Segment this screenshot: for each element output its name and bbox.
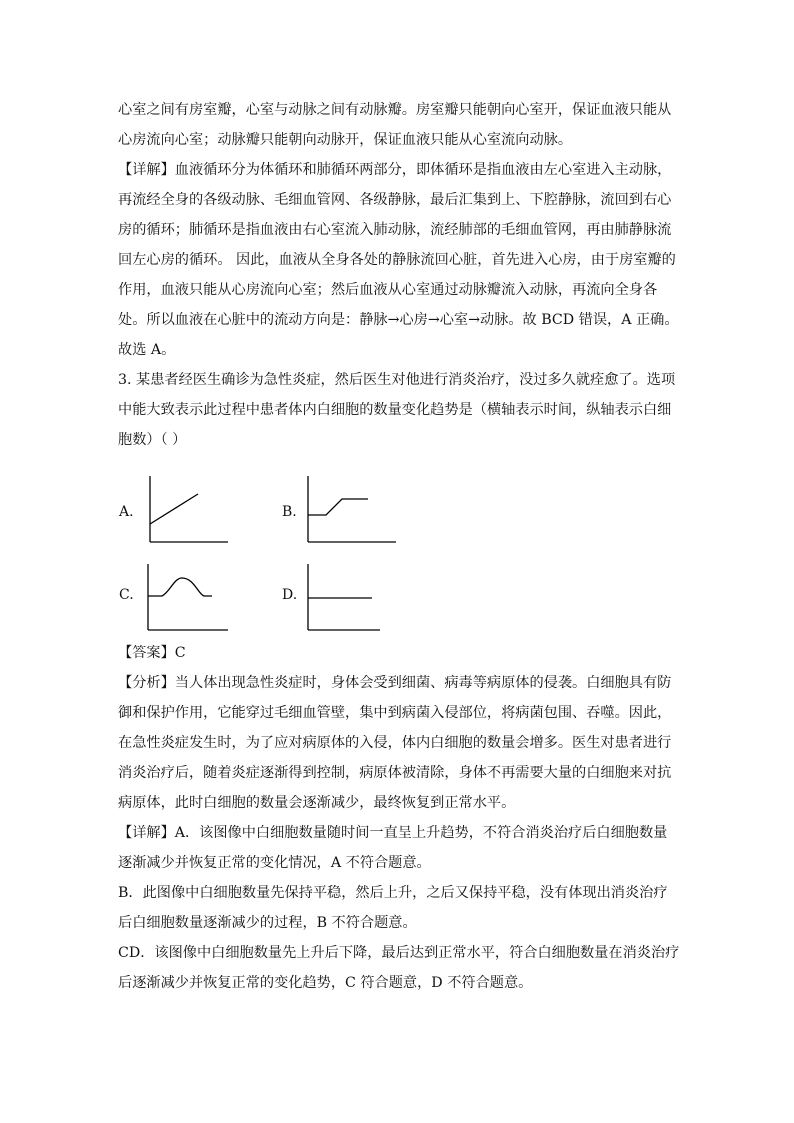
answer-line: 【答案】C (118, 645, 186, 661)
text-line: 【分析】当人体出现急性炎症时，身体会受到细菌、病毒等病原体的侵袭。白细胞具有防 (118, 675, 672, 691)
option-c-graph (138, 560, 230, 632)
text-line: 消炎治疗后，随着炎症逐渐得到控制，病原体被清除，身体不再需要大量的白细胞来对抗 (118, 765, 672, 781)
option-c-label: C. (119, 587, 134, 603)
text-line: 【详解】血液循环分为体循环和肺循环两部分，即体循环是指血液由左心室进入主动脉， (118, 162, 672, 178)
text-line: 故选 A。 (118, 342, 176, 358)
option-d-label: D. (282, 587, 298, 603)
rising-line (150, 494, 198, 524)
text-line: 【详解】A．该图像中白细胞数量随时间一直呈上升趋势，不符合消炎治疗后白细胞数量 (118, 825, 668, 841)
text-line: 御和保护作用，它能穿过毛细血管壁，集中到病菌入侵部位，将病菌包围、吞噬。因此， (118, 705, 672, 721)
option-a-label: A. (119, 504, 134, 520)
text-line: 逐渐减少并恢复正常的变化情况，A 不符合题意。 (118, 855, 431, 871)
text-line: 处。所以血液在心脏中的流动方向是：静脉→心房→心室→动脉。故 BCD 错误，A 正确。 (118, 312, 679, 328)
text-line: 心房流向心室；动脉瓣只能朝向动脉开，保证血液只能从心室流向动脉。 (118, 132, 573, 148)
text-line: B．此图像中白细胞数量先保持平稳，然后上升，之后又保持平稳，没有体现出消炎治疗 (118, 885, 668, 901)
text-line: 病原体，此时白细胞的数量会逐渐减少，最终恢复到正常水平。 (118, 795, 516, 811)
option-b-graph (298, 472, 398, 544)
text-block-upper (118, 95, 678, 455)
question-3-line: 3. 某患者经医生确诊为急性炎症，然后医生对他进行消炎治疗，没过多久就痊愈了。选项 (118, 372, 676, 388)
text-line: CD．该图像中白细胞数量先上升后下降，最后达到正常水平，符合白细胞数量在消炎治疗 (118, 945, 680, 961)
text-line: 作用，血液只能从心房流向心室；然后血液从心室通过动脉瓣流入动脉，再流向全身各 (118, 282, 658, 298)
text-line: 在急性炎症发生时，为了应对病原体的入侵，体内白细胞的数量会增多。医生对患者进行 (118, 735, 672, 751)
text-block-lower (118, 638, 678, 998)
option-b-label: B. (282, 504, 297, 520)
question-3-line: 中能大致表示此过程中患者体内白细胞的数量变化趋势是（横轴表示时间，纵轴表示白细 (118, 402, 672, 418)
text-line: 回左心房的循环。 因此，血液从全身各处的静脉流回心脏，首先进入心房，由于房室瓣的 (118, 252, 676, 268)
option-a-graph (140, 472, 230, 544)
peak-curve (148, 578, 212, 596)
text-line: 再流经全身的各级动脉、毛细血管网、各级静脉，最后汇集到上、下腔静脉，流回到右心 (118, 192, 672, 208)
question-3-line: 胞数）（ ） (118, 432, 187, 448)
text-line: 房的循环；肺循环是指血液由右心室流入肺动脉，流经肺部的毛细血管网，再由肺静脉流 (118, 222, 672, 238)
option-d-graph (298, 560, 382, 632)
text-line: 后逐渐减少并恢复正常的变化趋势，C 符合题意，D 不符合题意。 (118, 975, 533, 991)
text-line: 心室之间有房室瓣，心室与动脉之间有动脉瓣。房室瓣只能朝向心室开，保证血液只能从 (118, 102, 672, 118)
step-line (308, 499, 368, 515)
text-line: 后白细胞数量逐渐减少的过程，B 不符合题意。 (118, 915, 417, 931)
